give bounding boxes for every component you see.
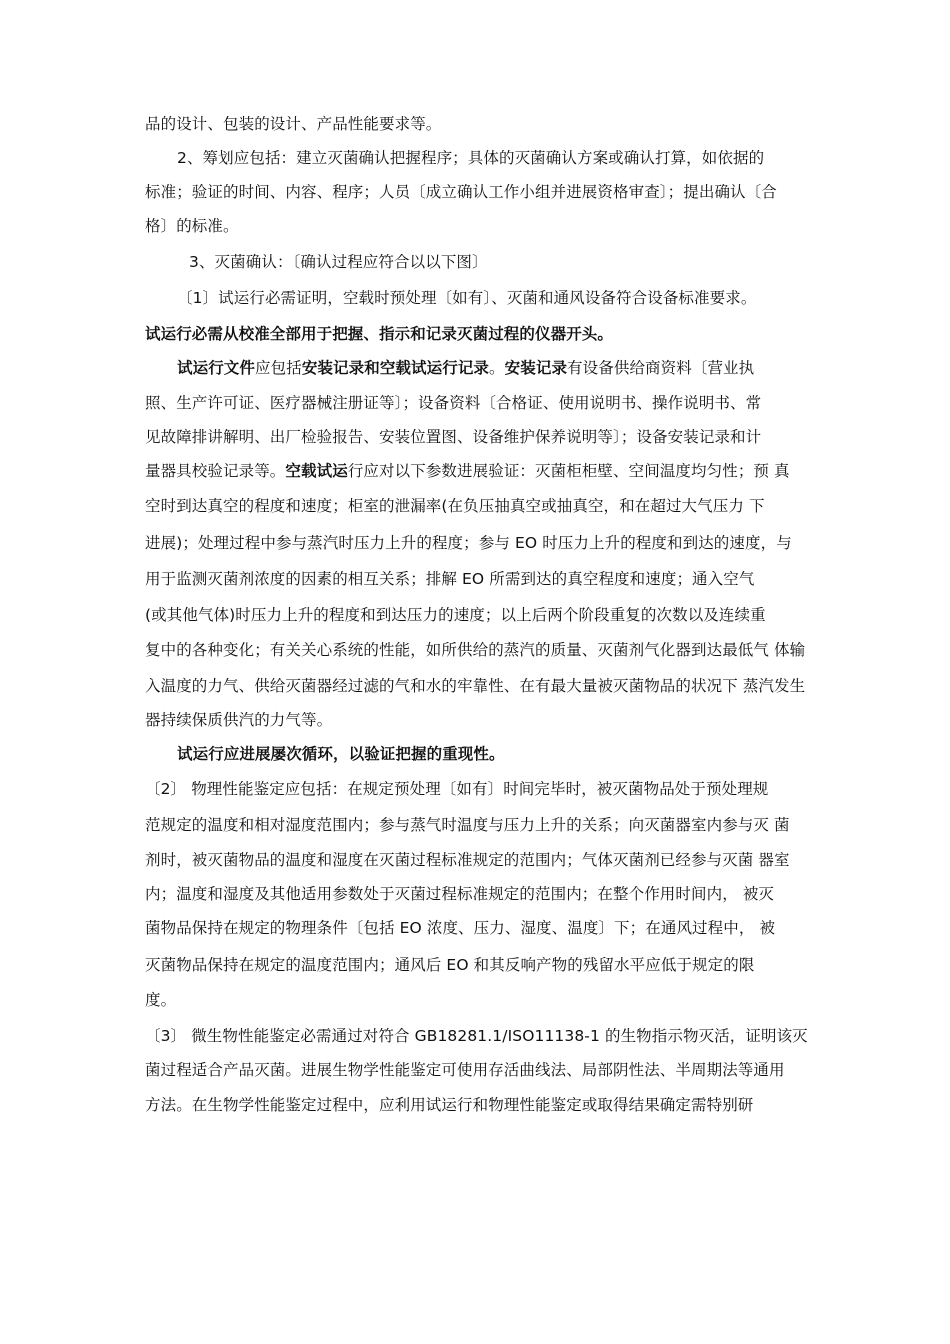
text-run: 〔1〕试运行必需证明，空载时预处理〔如有〕、灭菌和通风设备符合设备标准要求。 <box>177 289 757 307</box>
text-run: 有设备供给商资料〔营业执 <box>567 359 755 377</box>
text-run: 内；温度和湿度及其他适用参数处于灭菌过程标准规定的范围内；在整个作用时间内， 被灭 <box>145 885 775 903</box>
text-line <box>177 148 764 168</box>
text-line <box>145 1026 808 1046</box>
text-run: 安装记录 <box>504 359 568 377</box>
text-line <box>145 1060 785 1080</box>
text-line <box>145 393 761 413</box>
text-run: 〔2〕 物理性能鉴定应包括：在规定预处理〔如有〕时间完毕时，被灭菌物品处于预处理规 <box>145 780 769 798</box>
text-line <box>145 114 441 134</box>
text-line <box>177 744 505 764</box>
text-run: 空载试运 <box>285 462 348 480</box>
text-run: 器持续保质供汽的力气等。 <box>145 711 333 729</box>
text-line <box>145 427 761 447</box>
text-line <box>177 288 756 308</box>
text-line <box>189 252 488 272</box>
text-run: 剂时，被灭菌物品的温度和湿度在灭菌过程标准规定的范围内；气体灭菌剂已经参与灭菌 器室 <box>145 851 790 869</box>
text-line <box>145 918 775 938</box>
text-run: 度。 <box>145 991 177 1009</box>
text-run: 行应对以下参数进展验证：灭菌柜柜壁、空间温度均匀性；预 真 <box>347 462 790 480</box>
text-run: 安装记录和空载试运行记录 <box>301 359 490 377</box>
text-run: 量器具校验记录等。 <box>145 462 286 480</box>
text-line <box>145 640 805 660</box>
text-run: 〔3〕 微生物性能鉴定必需通过对符合 GB18281.1/ISO11138-1 的生物指示物灭活，证明该灭 <box>145 1027 808 1045</box>
text-run: 方法。在生物学性能鉴定过程中，应利用试运行和物理性能鉴定或取得结果确定需特别研 <box>145 1096 754 1114</box>
text-line <box>145 1095 753 1115</box>
text-run: 范规定的温度和相对湿度范围内；参与蒸气时温度与压力上升的关系；向灭菌器室内参与灭 菌 <box>145 816 790 834</box>
text-run: 用于监测灭菌剂浓度的因素的相互关系；排解 EO 所需到达的真空程度和速度；通入空气 <box>145 570 755 588</box>
text-line <box>145 676 805 696</box>
text-line <box>145 850 790 870</box>
text-run: (或其他气体)时压力上升的程度和到达压力的速度；以上后两个阶段重复的次数以及连续重 <box>145 606 766 624</box>
text-run: 入温度的力气、供给灭菌器经过滤的气和水的牢靠性、在有最大量被灭菌物品的状况下 蒸汽发生 <box>145 677 806 695</box>
text-run: 灭菌物品保持在规定的温度范围内；通风后 EO 和其反响产物的残留水平应低于规定的限 <box>145 956 755 974</box>
text-line <box>145 216 239 236</box>
text-line <box>145 710 332 730</box>
text-line <box>177 358 754 378</box>
text-run: 照、生产许可证、医疗器械注册证等〕；设备资料〔合格证、使用说明书、操作说明书、常 <box>145 394 762 412</box>
text-run: 2、筹划应包括：建立灭菌确认把握程序；具体的灭菌确认方案或确认打算，如依据的 <box>177 149 765 167</box>
text-run: 标准；验证的时间、内容、程序；人员〔成立确认工作小组并进展资格审查〕；提出确认〔合 <box>145 183 777 201</box>
text-run: 空时到达真空的程度和速度；柜室的泄漏率(在负压抽真空或抽真空，和在超过大气压力 下 <box>145 497 765 515</box>
text-run: 菌物品保持在规定的物理条件〔包括 EO 浓度、压力、湿度、温度〕下；在通风过程中， 被 <box>145 919 776 937</box>
text-run: 品的设计、包装的设计、产品性能要求等。 <box>145 115 442 133</box>
text-run: 。 <box>489 359 505 377</box>
text-line <box>145 533 792 553</box>
text-line <box>145 779 768 799</box>
text-run: 复中的各种变化；有关关心系统的性能，如所供给的蒸汽的质量、灭菌剂气化器到达最低气 体输 <box>145 641 806 659</box>
text-run: 格〕的标准。 <box>145 217 239 235</box>
text-run: 菌过程适合产品灭菌。进展生物学性能鉴定可使用存活曲线法、局部阴性法、半周期法等通用 <box>145 1061 785 1079</box>
text-line <box>145 569 754 589</box>
text-run: 见故障排讲解明、出厂检验报告、安装位置图、设备维护保养说明等〕；设备安装记录和计 <box>145 428 762 446</box>
text-line <box>145 815 790 835</box>
text-run: 应包括 <box>255 359 302 377</box>
text-run: 试运行文件 <box>177 359 256 377</box>
text-line <box>145 461 790 481</box>
text-run: 试运行必需从校准全部用于把握、指示和记录灭菌过程的仪器开头。 <box>145 325 614 343</box>
text-run: 进展)；处理过程中参与蒸汽时压力上升的程度；参与 EO 时压力上升的程度和到达的速度，与 <box>145 534 792 552</box>
text-line <box>145 955 754 975</box>
text-line <box>145 605 766 625</box>
text-line <box>145 884 774 904</box>
text-line <box>145 324 613 344</box>
text-line <box>145 182 777 202</box>
text-line <box>145 990 176 1010</box>
text-run: 试运行应进展屡次循环，以验证把握的重现性。 <box>177 745 505 763</box>
text-line <box>145 496 765 516</box>
text-run: 3、灭菌确认：〔确认过程应符合以以下图〕 <box>189 253 488 271</box>
